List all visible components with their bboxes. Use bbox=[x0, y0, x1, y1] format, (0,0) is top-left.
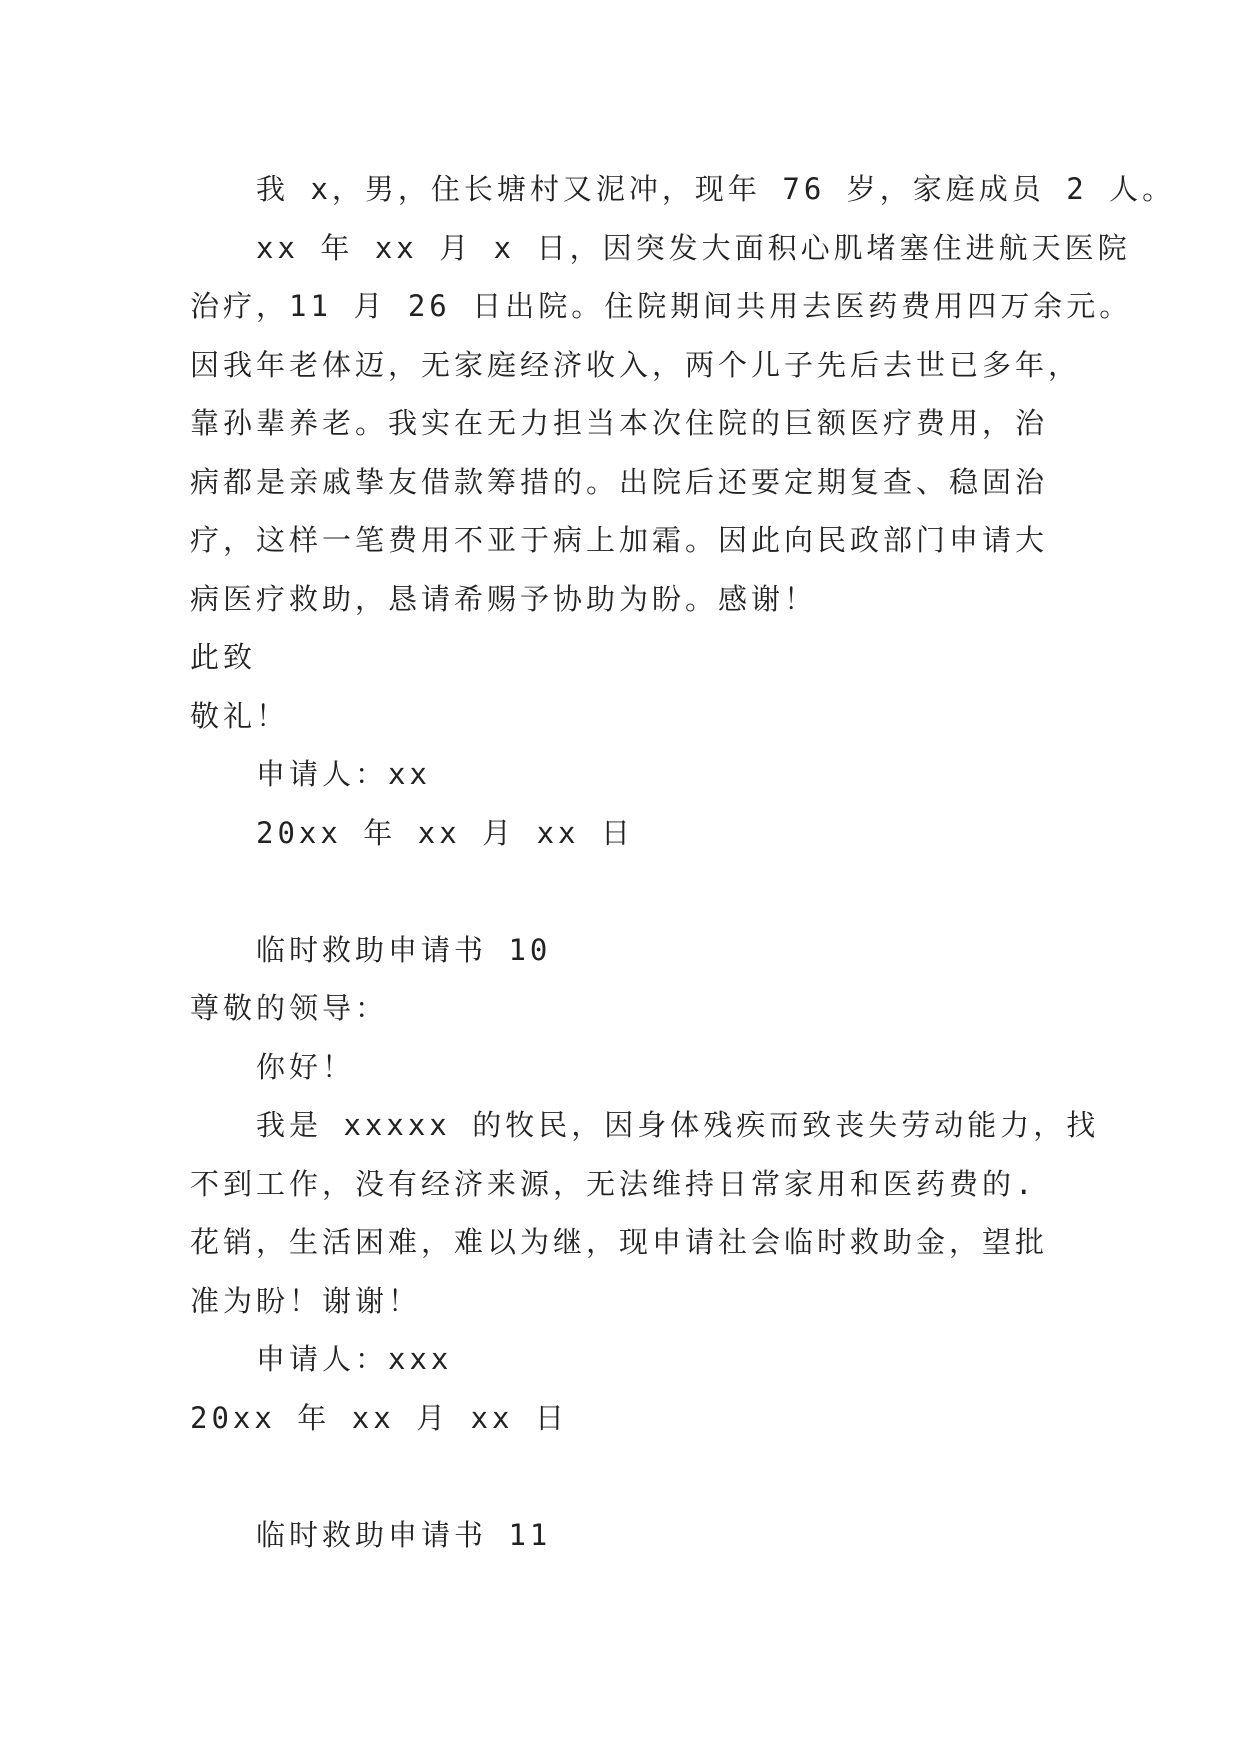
letter1-paragraph2-line2: 治疗，11 月 26 日出院。住院期间共用去医药费用四万余元。 bbox=[190, 289, 1133, 323]
letter1-paragraph1-line1: 我 x，男，住长塘村又泥冲，现年 76 岁，家庭成员 2 人。 bbox=[256, 172, 1176, 206]
letter1-applicant: 申请人：xx bbox=[256, 757, 431, 791]
letter1-paragraph2-line5: 病都是亲戚挚友借款筹措的。出院后还要定期复查、稳固治 bbox=[190, 464, 1049, 499]
letter2-body-line4: 准为盼！谢谢！ bbox=[190, 1283, 422, 1318]
letter1-paragraph2-line7: 病医疗救助，恳请希赐予协助为盼。感谢！ bbox=[190, 581, 818, 616]
letter2-applicant: 申请人：xxx bbox=[256, 1342, 453, 1376]
letter3-title: 临时救助申请书 11 bbox=[256, 1517, 552, 1552]
letter1-closing-cizhi: 此致 bbox=[190, 640, 257, 674]
letter1-date: 20xx 年 xx 月 xx 日 bbox=[256, 815, 634, 850]
letter2-body-line3: 花销，生活困难，难以为继，现申请社会临时救助金，望批 bbox=[190, 1225, 1049, 1259]
letter1-paragraph2-line1: xx 年 xx 月 x 日，因突发大面积心肌堵塞住进航天医院 bbox=[256, 230, 1131, 265]
letter2-body-line1: 我是 xxxxx 的牧民，因身体残疾而致丧失劳动能力，找 bbox=[256, 1108, 1100, 1142]
letter2-salutation: 尊敬的领导： bbox=[190, 991, 389, 1025]
letter2-body-line2: 不到工作，没有经济来源，无法维持日常家用和医药费的. bbox=[190, 1166, 1037, 1201]
letter1-paragraph2-line4: 靠孙辈养老。我实在无力担当本次住院的巨额医疗费用，治 bbox=[190, 406, 1049, 440]
letter1-closing-jingli: 敬礼！ bbox=[190, 698, 290, 733]
section-spacer bbox=[190, 862, 1070, 921]
section-spacer bbox=[190, 1447, 1070, 1506]
document-body bbox=[190, 160, 1176, 1564]
letter2-greeting: 你好！ bbox=[256, 1049, 356, 1084]
letter2-date: 20xx 年 xx 月 xx 日 bbox=[190, 1400, 568, 1435]
letter1-paragraph2-line3: 因我年老体迈，无家庭经济收入，两个儿子先后去世已多年， bbox=[190, 347, 1082, 382]
letter2-title: 临时救助申请书 10 bbox=[256, 932, 552, 967]
letter1-paragraph2-line6: 疗，这样一笔费用不亚于病上加霜。因此向民政部门申请大 bbox=[190, 523, 1049, 557]
